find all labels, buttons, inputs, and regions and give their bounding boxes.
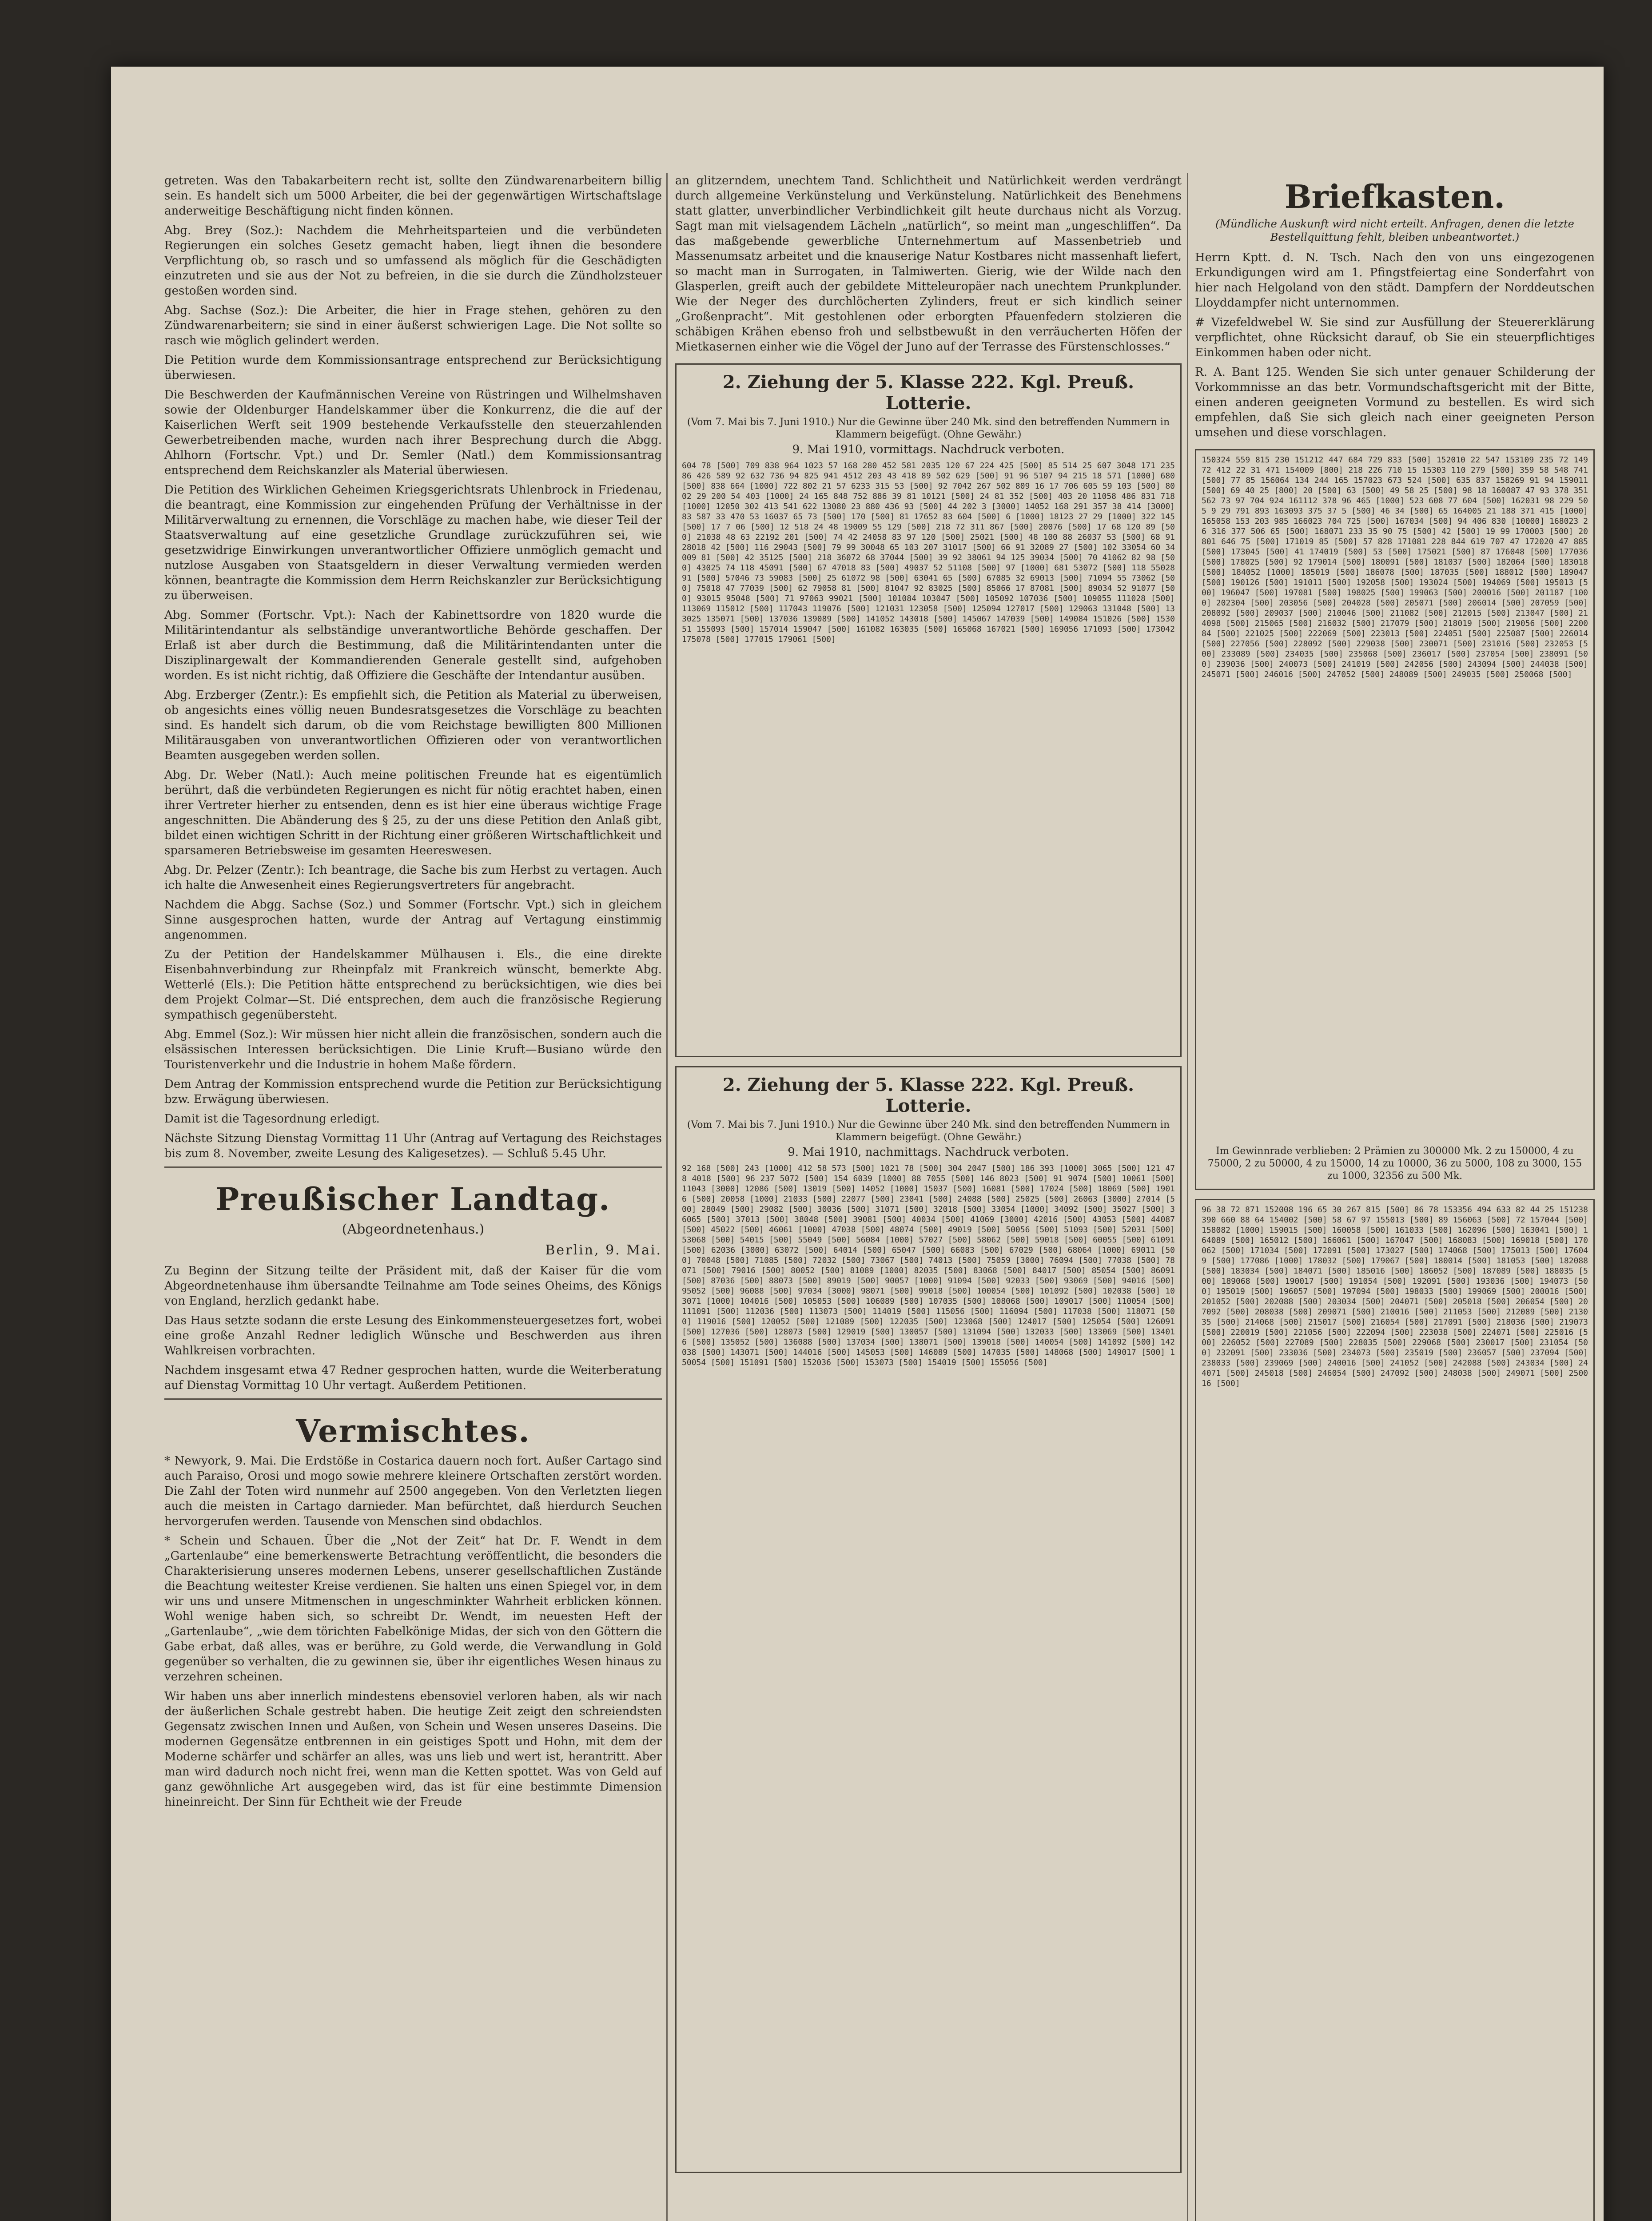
- column-right: [1195, 173, 1595, 2221]
- lottery-title: 2. Ziehung der 5. Klasse 222. Kgl. Preuß. Lotterie.: [722, 372, 1135, 414]
- paragraph: Die Beschwerden der Kaufmännischen Vereine von Rüstringen und Wilhelmshaven sowie der Oldenburger Handelskammer über die Konkurrenz, die die auf der Kaiserlichen Werft seit 1909 bestehende Verkaufsstelle den steuerzahlenden Gewerbetreibenden mache, wurden nach ihrer Besprechung durch die Abgg. Ahlhorn (Fortschr. Vpt.) und Dr. Semler (Natl.) dem Kommissionsantrag entsprechend dem Reichskanzler als Material überwiesen.: [164, 388, 662, 477]
- paragraph: Abg. Sommer (Fortschr. Vpt.): Nach der Kabinettsordre von 1820 wurde die Militärintendantur als selbständige unverantwortliche Behörde geschaffen. Der Erlaß ist aber durch die Bestimmung, daß die Militärintendanten unter die Disziplinargewalt der Kommandierenden Generale gestellt sind, aufgehoben worden. Es ist nicht richtig, daß Offiziere die Geschäfte der Intendantur ausüben.: [164, 609, 662, 682]
- paragraph: Zu der Petition der Handelskammer Mülhausen i. Els., die eine direkte Eisenbahnverbindung zur Rheinpfalz mit Frankreich wünscht, bemerkte Abg. Wetterlé (Els.): Die Petition hätte entsprechend zu berücksichtigen, wie dies bei dem Projekt Colmar—St. Dié entsprechen, dem auch die französische Regierung sympathisch gegenübersteht.: [164, 948, 662, 1022]
- paragraph: * Newyork, 9. Mai. Die Erdstöße in Costarica dauern noch fort. Außer Cartago sind auch Paraiso, Orosi und mogo sowie mehrere kleinere Ortschaften zerstört worden. Die Zahl der Toten wird nunmehr auf 2500 angegeben. Von den Verletzten liegen auch die meisten in Cartago darnieder. Man befürchtet, daß hierdurch Seuchen hervorgerufen werden. Tausende von Menschen sind obdachlos.: [164, 1454, 662, 1528]
- newspaper-page: [111, 67, 1604, 2221]
- lottery-numbers: 96 38 72 871 152008 196 65 30 267 815 [500] 86 78 153356 494 633 82 44 25 151238 390 660 88 64 154002 [500] 58 67 97 155013 [500] 89 156063 [500] 72 157044 [500] 158082 [1000] 159015 [500] 160058 [500] 161033 [500] 162096 [500] 163041 [500] 164089 [500] 165012 [500] 166061 [500] 167047 [500] 168083 [500] 169018 [500] 170062 [500] 171034 [500] 172091 [500] 173027 [500] 174068 [500] 175013 [500] 176049 [500] 177086 [1000] 178032 [500] 179067 [500] 180014 [500] 181053 [500] 182088 [500] 183034 [500] 184071 [500] 185016 [500] 186052 [500] 187089 [500] 188035 [500] 189068 [500] 190017 [500] 191054 [500] 192091 [500] 193036 [500] 194073 [500] 195019 [500] 196057 [500] 197094 [500] 198033 [500] 199069 [500] 200016 [500] 201052 [500] 202088 [500] 203034 [500] 204071 [500] 205018 [500] 206054 [500] 207092 [500] 208038 [500] 209071 [500] 210016 [500] 211053 [500] 212089 [500] 213035 [500] 214068 [500] 215017 [500] 216054 [500] 217091 [500] 218036 [500] 219073 [500] 220019 [500] 221056 [500] 222094 [500] 223038 [500] 224071 [500] 225016 [500] 226052 [500] 227089 [500] 228035 [500] 229068 [500] 230017 [500] 231054 [500] 232091 [500] 233036 [500] 234073 [500] 235019 [500] 236057 [500] 237094 [500] 238033 [500] 239069 [500] 240016 [500] 241052 [500] 242088 [500] 243034 [500] 244071 [500] 245018 [500] 246054 [500] 247092 [500] 248038 [500] 249071 [500] 250016 [500]: [1202, 1205, 1588, 1388]
- paragraph: Nächste Sitzung Dienstag Vormittag 11 Uhr (Antrag auf Vertagung des Reichstages bis zum 8. November, zweite Lesung des Kaligesetzes). — Schluß 5.45 Uhr.: [164, 1132, 662, 1160]
- column-rule: [1187, 173, 1188, 2221]
- paragraph: an glitzerndem, unechtem Tand. Schlichtheit und Natürlichkeit werden verdrängt durch allgemeine Verkünstelung und Verkünstelung. Natürlichkeit des Benehmens statt glatter, unverbindlicher Verbindlichkeit gilt heute durchaus nicht als Vorzug. Sagt man mit vielsagendem Lächeln „natürlich“, so meint man „ungeschliffen“. Da das maßgebende gewerbliche Unternehmertum auf Massenbetrieb und Massenumsatz arbeitet und die knauserige Natur Kostbares nicht massenhaft liefert, so macht man in Surrogaten, in Talmiwerten. Gierig, wie der Wilde nach den Glasperlen, greift auch der gebildete Mitteleuropäer nach unechtem Prunkplunder. Wie der Neger des durchlöcherten Zylinders, freut er sich kindlich seiner „Großenpracht“. Mit gestohlenen oder erborgten Pfauenfedern stolzieren die schäbigen Krähen ebenso froh und selbstbewußt in den verräucherten Höfen der Mietkasernen einher wie die Vögel der Juno auf der Terrasse des Fürstenschlosses.“: [675, 174, 1182, 354]
- paragraph: Abg. Sachse (Soz.): Die Arbeiter, die hier in Frage stehen, gehören zu den Zündwarenarbeitern; sie sind in einer äußerst schwierigen Lage. Die Not sollte so rasch wie möglich gelindert werden.: [164, 304, 662, 347]
- paragraph: Zu Beginn der Sitzung teilte der Präsident mit, daß der Kaiser für die vom Abgeordnetenhause ihm übersandte Teilnahme am Tode seines Oheims, des Königs von England, herzlich gedankt habe.: [164, 1264, 662, 1308]
- section-divider: [164, 1166, 662, 1168]
- lottery-continuation-afternoon: [1195, 1199, 1595, 2221]
- lottery-numbers: 150324 559 815 230 151212 447 684 729 833 [500] 152010 22 547 153109 235 72 149 72 412 22 31 471 154009 [800] 218 226 710 15 15303 110 279 [500] 359 58 548 741 [500] 77 85 156064 134 244 165 157023 673 524 [500] 635 837 158269 91 94 159011 [500] 69 40 25 [800] 20 [500] 63 [500] 49 58 25 [500] 98 18 160087 47 93 378 351 562 73 97 704 924 161112 378 96 465 [1000] 523 608 77 604 [500] 162031 98 229 505 9 29 791 893 163093 375 37 5 [500] 46 34 [500] 65 164005 21 188 371 415 [1000] 165058 153 203 985 166023 704 725 [500] 167034 [500] 94 406 830 [10000] 168023 26 316 377 506 65 [500] 168071 233 35 90 75 [500] 42 [500] 19 99 170003 [500] 20 801 646 75 [500] 171019 85 [500] 57 828 171081 228 844 619 707 47 172020 47 885 [500] 173045 [500] 41 174019 [500] 53 [500] 175021 [500] 87 176048 [500] 177036 [500] 178025 [500] 92 179014 [500] 180091 [500] 181037 [500] 182064 [500] 183018 [500] 184052 [1000] 185019 [500] 186078 [500] 187035 [500] 188012 [500] 189047 [500] 190126 [500] 191011 [500] 192058 [500] 193024 [500] 194069 [500] 195013 [500] 196047 [500] 197081 [500] 198025 [500] 199063 [500] 200016 [500] 201187 [1000] 202304 [500] 203056 [500] 204028 [500] 205071 [500] 206014 [500] 207059 [500] 208092 [500] 209037 [500] 210046 [500] 211082 [500] 212015 [500] 213047 [500] 214098 [500] 215065 [500] 216032 [500] 217079 [500] 218019 [500] 219056 [500] 220084 [500] 221025 [500] 222069 [500] 223013 [500] 224051 [500] 225087 [500] 226014 [500] 227056 [500] 228092 [500] 229038 [500] 230071 [500] 231016 [500] 232053 [500] 233089 [500] 234035 [500] 235068 [500] 236017 [500] 237054 [500] 238091 [500] 239036 [500] 240073 [500] 241019 [500] 242056 [500] 243094 [500] 244038 [500] 245071 [500] 246016 [500] 247052 [500] 248089 [500] 249035 [500] 250068 [500]: [1202, 455, 1588, 679]
- paragraph: Die Petition wurde dem Kommissionsantrage entsprechend zur Berücksichtigung überwiesen.: [164, 354, 662, 382]
- lottery-numbers: 92 168 [500] 243 [1000] 412 58 573 [500] 1021 78 [500] 304 2047 [500] 186 393 [1000] 3065 [500] 121 478 4018 [500] 96 237 5072 [500] 154 6039 [1000] 88 7055 [500] 146 8023 [500] 91 9074 [500] 10061 [500] 11043 [3000] 12086 [500] 13019 [500] 14052 [1000] 15037 [500] 16081 [500] 17024 [500] 18069 [500] 19016 [500] 20058 [1000] 21033 [500] 22077 [500] 23041 [500] 24088 [500] 25025 [500] 26063 [3000] 27014 [500] 28049 [500] 29082 [500] 30036 [500] 31071 [500] 32018 [500] 33054 [1000] 34092 [500] 35027 [500] 36065 [500] 37013 [500] 38048 [500] 39081 [500] 40034 [500] 41069 [3000] 42016 [500] 43053 [500] 44087 [500] 45022 [500] 46061 [1000] 47038 [500] 48074 [500] 49019 [500] 50056 [500] 51093 [500] 52031 [500] 53068 [500] 54015 [500] 55049 [500] 56084 [1000] 57027 [500] 58062 [500] 59018 [500] 60055 [500] 61091 [500] 62036 [3000] 63072 [500] 64014 [500] 65047 [500] 66083 [500] 67029 [500] 68064 [1000] 69011 [500] 70048 [500] 71085 [500] 72032 [500] 73067 [500] 74013 [500] 75059 [3000] 76094 [500] 77038 [500] 78071 [500] 79016 [500] 80052 [500] 81089 [1000] 82035 [500] 83068 [500] 84017 [500] 85054 [500] 86091 [500] 87036 [500] 88073 [500] 89019 [500] 90057 [1000] 91094 [500] 92033 [500] 93069 [500] 94016 [500] 95052 [500] 96088 [500] 97034 [3000] 98071 [500] 99018 [500] 100054 [500] 101092 [500] 102038 [500] 103071 [1000] 104016 [500] 105053 [500] 106089 [500] 107035 [500] 108068 [500] 109017 [500] 110054 [500] 111091 [500] 112036 [500] 113073 [500] 114019 [500] 115056 [500] 116094 [500] 117038 [500] 118071 [500] 119016 [500] 120052 [500] 121089 [500] 122035 [500] 123068 [500] 124017 [500] 125054 [500] 126091 [500] 127036 [500] 128073 [500] 129019 [500] 130057 [500] 131094 [500] 132033 [500] 133069 [500] 134016 [500] 135052 [500] 136088 [500] 137034 [500] 138071 [500] 139018 [500] 140054 [500] 141092 [500] 142038 [500] 143071 [500] 144016 [500] 145053 [500] 146089 [500] 147035 [500] 148068 [500] 149017 [500] 150054 [500] 151091 [500] 152036 [500] 153073 [500] 154019 [500] 155056 [500]: [682, 1164, 1175, 1367]
- paragraph: Abg. Brey (Soz.): Nachdem die Mehrheitsparteien und die verbündeten Regierungen ein solches Gesetz gemacht haben, liegt ihnen die besondere Verpflichtung ob, so rasch und so umfassend als möglich für die Geschädigten einzutreten und sie aus der Not zu befreien, in die sie durch die Zündholzsteuer gestoßen worden sind.: [164, 224, 662, 298]
- paragraph: Das Haus setzte sodann die erste Lesung des Einkommensteuergesetzes fort, wobei eine große Anzahl Redner lediglich Wünsche und Beschwerden aus ihren Wahlkreisen vorbrachten.: [164, 1314, 662, 1357]
- lottery-remaining: Im Gewinnrade verblieben: 2 Prämien zu 300000 Mk. 2 zu 150000, 4 zu 75000, 2 zu 50000, 4 zu 15000, 14 zu 10000, 36 zu 5000, 108 zu 3000, 155 zu 1000, 32356 zu 500 Mk.: [1207, 1146, 1582, 1182]
- lottery-title: 2. Ziehung der 5. Klasse 222. Kgl. Preuß. Lotterie.: [722, 1075, 1135, 1116]
- column-left: [164, 173, 662, 2221]
- paragraph: Abg. Dr. Pelzer (Zentr.): Ich beantrage, die Sache bis zum Herbst zu vertagen. Auch ich halte die Anwesenheit eines Regierungsvertreters für angebracht.: [164, 864, 662, 892]
- letter-entry: R. A. Bant 125. Wenden Sie sich unter genauer Schilderung der Vorkommnisse an das betr. Vormundschaftsgericht mit der Bitte, einen anderen geeigneten Vormund zu bestellen. Es wird sich empfehlen, daß Sie sich gleich nach einer geeigneten Person umsehen und diese vorschlagen.: [1195, 366, 1595, 439]
- paragraph: Abg. Emmel (Soz.): Wir müssen hier nicht allein die französischen, sondern auch die elsässischen Interessen berücksichtigen. Die Linie Kruft—Busiano würde den Touristenverkehr und die Industrie in hohem Maße fördern.: [164, 1028, 662, 1071]
- paragraph: Abg. Dr. Weber (Natl.): Auch meine politischen Freunde hat es eigentümlich berührt, daß die verbündeten Regierungen es nicht für nötig erachtet haben, einen ihrer Vertreter hierher zu entsenden, denn es ist hier eine überaus wichtige Frage angeschnitten. Die Abänderung des § 25, zu der uns diese Petition den Anlaß gibt, bildet einen wichtigen Schritt in der Richtung einer größeren Wirtschaftlichkeit und sparsameren Betriebsweise im gesamten Heereswesen.: [164, 768, 662, 857]
- paragraph: Dem Antrag der Kommission entsprechend wurde die Petition zur Berücksichtigung bzw. Erwägung überwiesen.: [164, 1078, 662, 1106]
- section-divider: [164, 1398, 662, 1400]
- section-title-vermischtes: Vermischtes.: [296, 1413, 530, 1449]
- lottery-date: 9. Mai 1910, nachmittags. Nachdruck verboten.: [788, 1146, 1069, 1159]
- paragraph: Die Petition des Wirklichen Geheimen Kriegsgerichtsrats Uhlenbrock in Friedenau, die beantragt, eine Kommission zur eingehenden Prüfung der Verhältnisse in der Militärverwaltung zu ernennen, die Vorschläge zu machen habe, wie dieser Teil der Staatsverwaltung auf eine gesetzliche Grundlage zurückzuführen sei, wie gesetzwidrige Einwirkungen unverantwortlicher Offiziere unmöglich gemacht und nutzlose Ausgaben von Staatsgeldern in dieser Verwaltung vermieden werden können, beantragte die Kommission dem Herrn Reichskanzler zur Berücksichtigung zu überweisen.: [164, 483, 662, 602]
- lottery-box-afternoon: [675, 1066, 1182, 2173]
- briefkasten-note: (Mündliche Auskunft wird nicht erteilt. Anfragen, denen die letzte Bestellquittung fehlt, bleiben unbeantwortet.): [1215, 218, 1574, 243]
- section-subtitle: (Abgeordnetenhaus.): [342, 1222, 485, 1237]
- lottery-subtitle: (Vom 7. Mai bis 7. Juni 1910.) Nur die Gewinne über 240 Mk. sind den betreffenden Nummern in Klammern beigefügt. (Ohne Gewähr.): [687, 417, 1170, 440]
- paragraph: * Schein und Schauen. Über die „Not der Zeit“ hat Dr. F. Wendt in dem „Gartenlaube“ eine bemerkenswerte Betrachtung veröffentlicht, die besonders die Charakterisierung unseres modernen Lebens, unserer gesellschaftlichen Zustände die Beachtung weitester Kreise verdienen. Sie halten uns einen Spiegel vor, in dem wir uns und unsere Mitmenschen in ungeschminkter Wahrheit erblicken können. Wohl wenige haben sich, so schreibt Dr. Wendt, im neuesten Heft der „Gartenlaube“, „wie dem törichten Fabelkönige Midas, der sich von den Göttern die Gabe erbat, daß alles, was er berühre, zu Gold werde, die Verwandlung in Gold gegenüber so verhalten, die zu gewinnen sie, über ihr eigentliches Wesen hinaus zu verzehren scheinen.: [164, 1534, 662, 1684]
- paragraph: Abg. Erzberger (Zentr.): Es empfiehlt sich, die Petition als Material zu überweisen, ob angesichts eines völlig neuen Bundesratsgesetzes die Vorschläge zu beachten sind. Es handelt sich darum, ob die vom Reichstage bewilligten 800 Millionen Militärausgaben von unverantwortlichen Offizieren oder von verantwortlichen Beamten ausgegeben werden sollen.: [164, 689, 662, 762]
- section-title-landtag: Preußischer Landtag.: [215, 1181, 611, 1218]
- lottery-numbers: 604 78 [500] 709 838 964 1023 57 168 280 452 581 2035 120 67 224 425 [500] 85 514 25 607 3048 171 235 86 426 589 92 632 736 94 825 941 4512 203 43 418 89 502 629 [500] 91 96 5107 94 215 18 571 [1000] 680 [500] 838 664 [1000] 722 802 21 57 6233 315 53 [500] 92 7042 267 502 809 16 17 706 605 59 103 [500] 8002 29 200 54 403 [1000] 24 165 848 752 886 39 81 10121 [500] 24 81 352 [500] 403 20 11058 486 831 718 [1000] 12050 302 413 541 622 13080 23 880 436 93 [500] 44 202 3 [3000] 14052 168 291 357 38 414 [3000] 83 587 33 470 53 16037 65 73 [500] 170 [500] 81 17652 83 604 [500] 6 [1000] 18123 27 29 [1000] 322 145 [500] 17 7 06 [500] 12 518 24 48 19009 55 129 [500] 218 72 311 867 [500] 20076 [500] 17 68 120 89 [500] 21038 48 63 22192 201 [500] 74 42 24058 83 97 120 [500] 25021 [500] 48 100 88 26037 53 [500] 68 91 28018 42 [500] 116 29043 [500] 79 99 30048 65 103 207 31017 [500] 66 91 32089 27 [500] 102 33054 60 34009 81 [500] 42 35125 [500] 218 36072 68 37044 [500] 39 92 38061 94 125 39034 [500] 70 41062 82 98 [500] 43025 74 118 45091 [500] 67 47018 83 [500] 49037 52 51108 [500] 97 [1000] 681 53072 [500] 118 55028 91 [500] 57046 73 59083 [500] 25 61072 98 [500] 63041 65 [500] 67085 32 69013 [500] 71094 55 73062 [500] 75018 47 77039 [500] 62 79058 81 [500] 81047 92 83025 [500] 85066 17 87081 [500] 89034 52 91077 [500] 93015 95048 [500] 71 97063 99021 [500] 101084 103047 [500] 105092 107036 [500] 109055 111028 [500] 113069 115012 [500] 117043 119076 [500] 121031 123058 [500] 125094 127017 [500] 129063 131048 [500] 133025 135071 [500] 137036 139089 [500] 141052 143018 [500] 145067 147039 [500] 149084 151026 [500] 153051 155093 [500] 157014 159047 [500] 161082 163035 [500] 165068 167021 [500] 169056 171093 [500] 173042 175078 [500] 177015 179061 [500]: [682, 461, 1175, 644]
- lottery-date: 9. Mai 1910, vormittags. Nachdruck verboten.: [792, 443, 1065, 456]
- column-middle: [675, 173, 1182, 2221]
- dateline: Berlin, 9. Mai.: [545, 1242, 662, 1258]
- briefkasten-title: Briefkasten.: [1284, 178, 1505, 215]
- column-rule: [666, 173, 668, 2221]
- lottery-subtitle: (Vom 7. Mai bis 7. Juni 1910.) Nur die Gewinne über 240 Mk. sind den betreffenden Nummern in Klammern beigefügt. (Ohne Gewähr.): [687, 1119, 1170, 1143]
- letter-entry: # Vizefeldwebel W. Sie sind zur Ausfüllung der Steuererklärung verpflichtet, ohne Rücksicht darauf, ob Sie ein steuerpflichtiges Einkommen haben oder nicht.: [1195, 316, 1595, 359]
- lottery-box-morning: [675, 363, 1182, 1057]
- paragraph: Wir haben uns aber innerlich mindestens ebensoviel verloren haben, als wir nach der äußerlichen Schale gestrebt haben. Die heutige Zeit zeigt den schreiendsten Gegensatz zwischen Innen und Außen, von Schein und Wesen unseres Daseins. Die modernen Gegensätze entbrennen in ein geistiges Spott und Hohn, mit dem der Moderne schärfer und schärfer an alles, was uns lieb und wert ist, herantritt. Aber man wird dadurch noch nicht frei, wenn man die Ketten spottet. Was von Geld auf ganz gewöhnliche Art ausgegeben wird, das ist für eine bestimmte Dimension hineinreicht. Der Sinn für Echtheit wie der Freude: [164, 1690, 662, 1809]
- paragraph: Damit ist die Tagesordnung erledigt.: [164, 1112, 380, 1126]
- paragraph: Nachdem die Abgg. Sachse (Soz.) und Sommer (Fortschr. Vpt.) sich in gleichem Sinne ausgesprochen hatten, wurde der Antrag auf Vertagung einstimmig angenommen.: [164, 898, 662, 942]
- lottery-continuation-morning: [1195, 449, 1595, 1190]
- paragraph: getreten. Was den Tabakarbeitern recht ist, sollte den Zündwarenarbeitern billig sein. Es handelt sich um 5000 Arbeiter, die bei der gegenwärtigen Wirtschaftslage anderweitige Beschäftigung nicht finden können.: [164, 174, 662, 218]
- letter-entry: Herrn Kptt. d. N. Tsch. Nach den von uns eingezogenen Erkundigungen wird am 1. Pfingstfeiertag eine Sonderfahrt von hier nach Helgoland von den städt. Dampfern der Norddeutschen Lloyddampfer nicht unternommen.: [1195, 251, 1595, 310]
- paragraph: Nachdem insgesamt etwa 47 Redner gesprochen hatten, wurde die Weiterberatung auf Dienstag Vormittag 10 Uhr vertagt. Außerdem Petitionen.: [164, 1364, 662, 1392]
